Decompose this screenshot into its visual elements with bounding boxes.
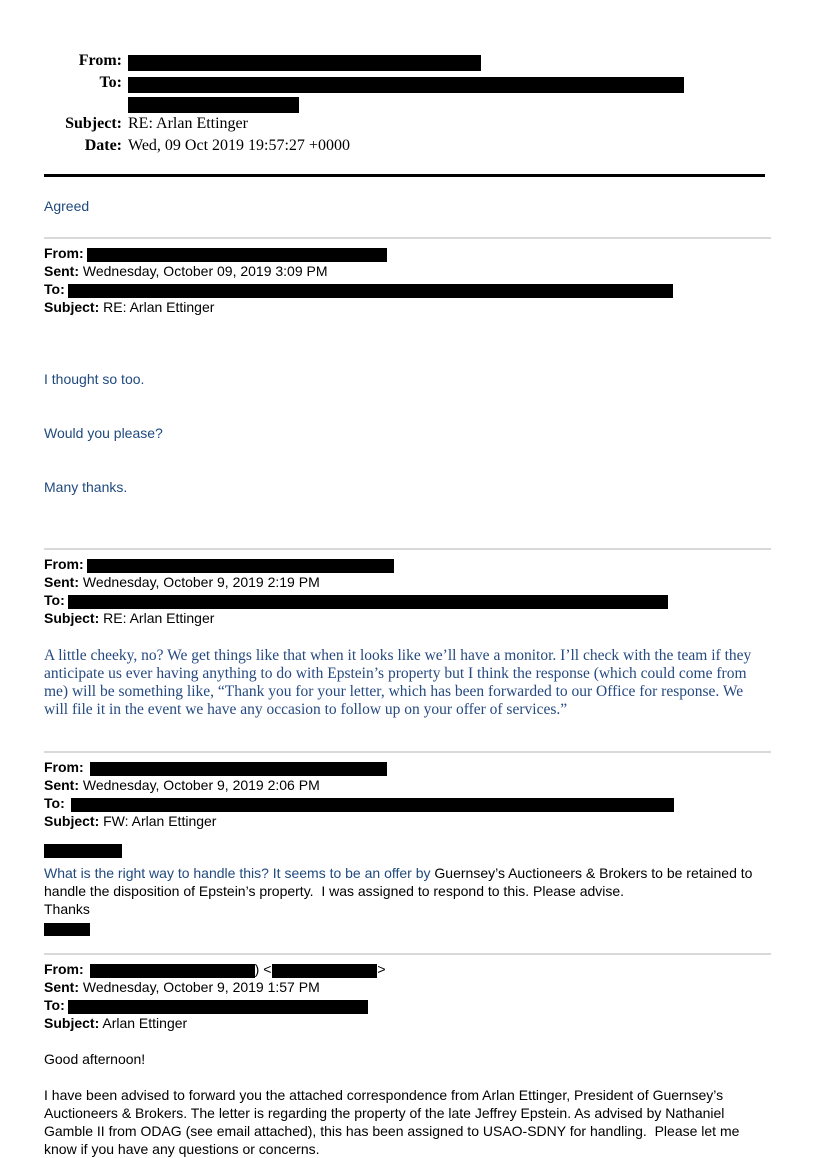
redaction-bar [87,248,387,262]
reply-5-greeting: Good afternoon! [44,1051,146,1067]
sent-row [44,573,772,591]
subject-value: RE: Arlan Ettinger [103,299,215,315]
from-row [44,555,772,573]
sent-value: Wednesday, October 9, 2019 2:19 PM [82,574,320,590]
subject-row [44,609,772,627]
redaction-bar [68,595,668,609]
reply-2-body [44,334,772,532]
reply-5-header [44,960,772,1032]
body-line: Many thanks. [44,479,128,495]
from-label: From: [44,245,84,261]
envelope-date-row [44,135,772,157]
subject-label: Subject: [44,610,100,626]
subject-value: RE: Arlan Ettinger [128,115,248,132]
sent-row [44,262,772,280]
redaction-bar [68,1000,368,1014]
subject-row [44,812,772,830]
subject-value: Arlan Ettinger [102,1015,188,1031]
reply-4-body [44,864,771,900]
date-value: Wed, 09 Oct 2019 19:57:27 +0000 [128,137,350,154]
from-label: From: [44,759,84,775]
subject-label: Subject: [44,299,100,315]
subject-value: FW: Arlan Ettinger [103,813,217,829]
reply-4-signoff: Thanks [44,901,90,917]
to-row [44,794,772,812]
sent-value: Wednesday, October 9, 2019 2:06 PM [82,777,320,793]
redaction-bar [71,798,674,812]
to-label: To: [44,281,65,297]
from-row [44,758,772,776]
sent-value: Wednesday, October 09, 2019 3:09 PM [82,263,328,279]
to-row [44,591,772,609]
section-divider [44,751,771,753]
body-text-blue: What is the right way to handle this? It seems to be an offer by [44,865,435,881]
from-label: From: [44,556,84,572]
reply-4-header [44,758,772,830]
section-divider [44,237,771,239]
to-row [44,996,772,1014]
from-row [44,244,772,262]
reply-1-body: Agreed [44,198,90,214]
reply-5-body: I have been advised to forward you the attached correspondence from Arlan Ettinger, President of Guernsey’s Auctioneers & Brokers. The letter is regarding the property of the late Jeffrey Epstein. As advised by Nathaniel Gamble II from ODAG (see email attached), this has been assigned to USAO-SDNY for handling. Please let me know if you have any questions or concerns. [44,1087,744,1157]
sent-row [44,978,772,996]
from-label: From: [78,52,122,69]
message-envelope-header [44,50,772,157]
redaction-bar [87,559,394,573]
to-label: To: [99,74,122,91]
from-closing-bracket: > [377,961,386,977]
redaction-bar [44,923,90,936]
from-value-redacted [128,50,481,72]
subject-row [44,298,772,316]
from-row [44,960,772,978]
redaction-bar [128,97,299,113]
envelope-to-row [44,72,772,113]
sent-label: Sent: [44,777,79,793]
to-label: To: [44,592,65,608]
to-value-redacted [128,72,684,113]
envelope-subject-row [44,113,772,135]
sent-value: Wednesday, October 9, 2019 1:57 PM [82,979,320,995]
from-label: From: [44,961,84,977]
redaction-bar [44,844,122,858]
section-divider [44,548,771,550]
subject-label: Subject: [44,813,100,829]
redaction-bar [90,762,387,776]
to-label: To: [44,795,65,811]
sent-label: Sent: [44,574,79,590]
body-line: I thought so too. [44,371,145,387]
header-rule [44,174,765,177]
reply-3-header [44,555,772,627]
reply-2-header [44,244,772,316]
section-divider [44,953,771,955]
envelope-from-row [44,50,772,72]
redaction-bar [68,284,673,298]
subject-value: RE: Arlan Ettinger [103,610,215,626]
redaction-bar [128,77,684,93]
from-separator: ) < [254,961,272,977]
to-row [44,280,772,298]
redaction-bar [90,964,255,978]
redaction-bar [272,964,377,978]
sent-label: Sent: [44,979,79,995]
sent-label: Sent: [44,263,79,279]
date-label: Date: [84,137,122,154]
to-label: To: [44,997,65,1013]
redaction-bar [128,55,481,71]
body-line: Would you please? [44,425,163,441]
reply-3-body: A little cheeky, no? We get things like that when it looks like we’ll have a monitor. I’ll check with the team if they anticipate us ever having anything to do with Epstein’s property but I think the response (which could come from me) will be something like, “Thank you for your letter, which has been forwarded to our Office for response. We will file it in the event we have any occasion to follow up on your offer of services.” [44,647,756,718]
body-text-black: Guernsey’s Auctioneers & Brokers to be retained to handle the disposition of Epstein’s property. I was assigned to respond to this. Please advise. [44,865,757,899]
sent-row [44,776,772,794]
subject-label: Subject: [44,1015,100,1031]
subject-label: Subject: [65,115,122,132]
subject-row [44,1014,772,1032]
